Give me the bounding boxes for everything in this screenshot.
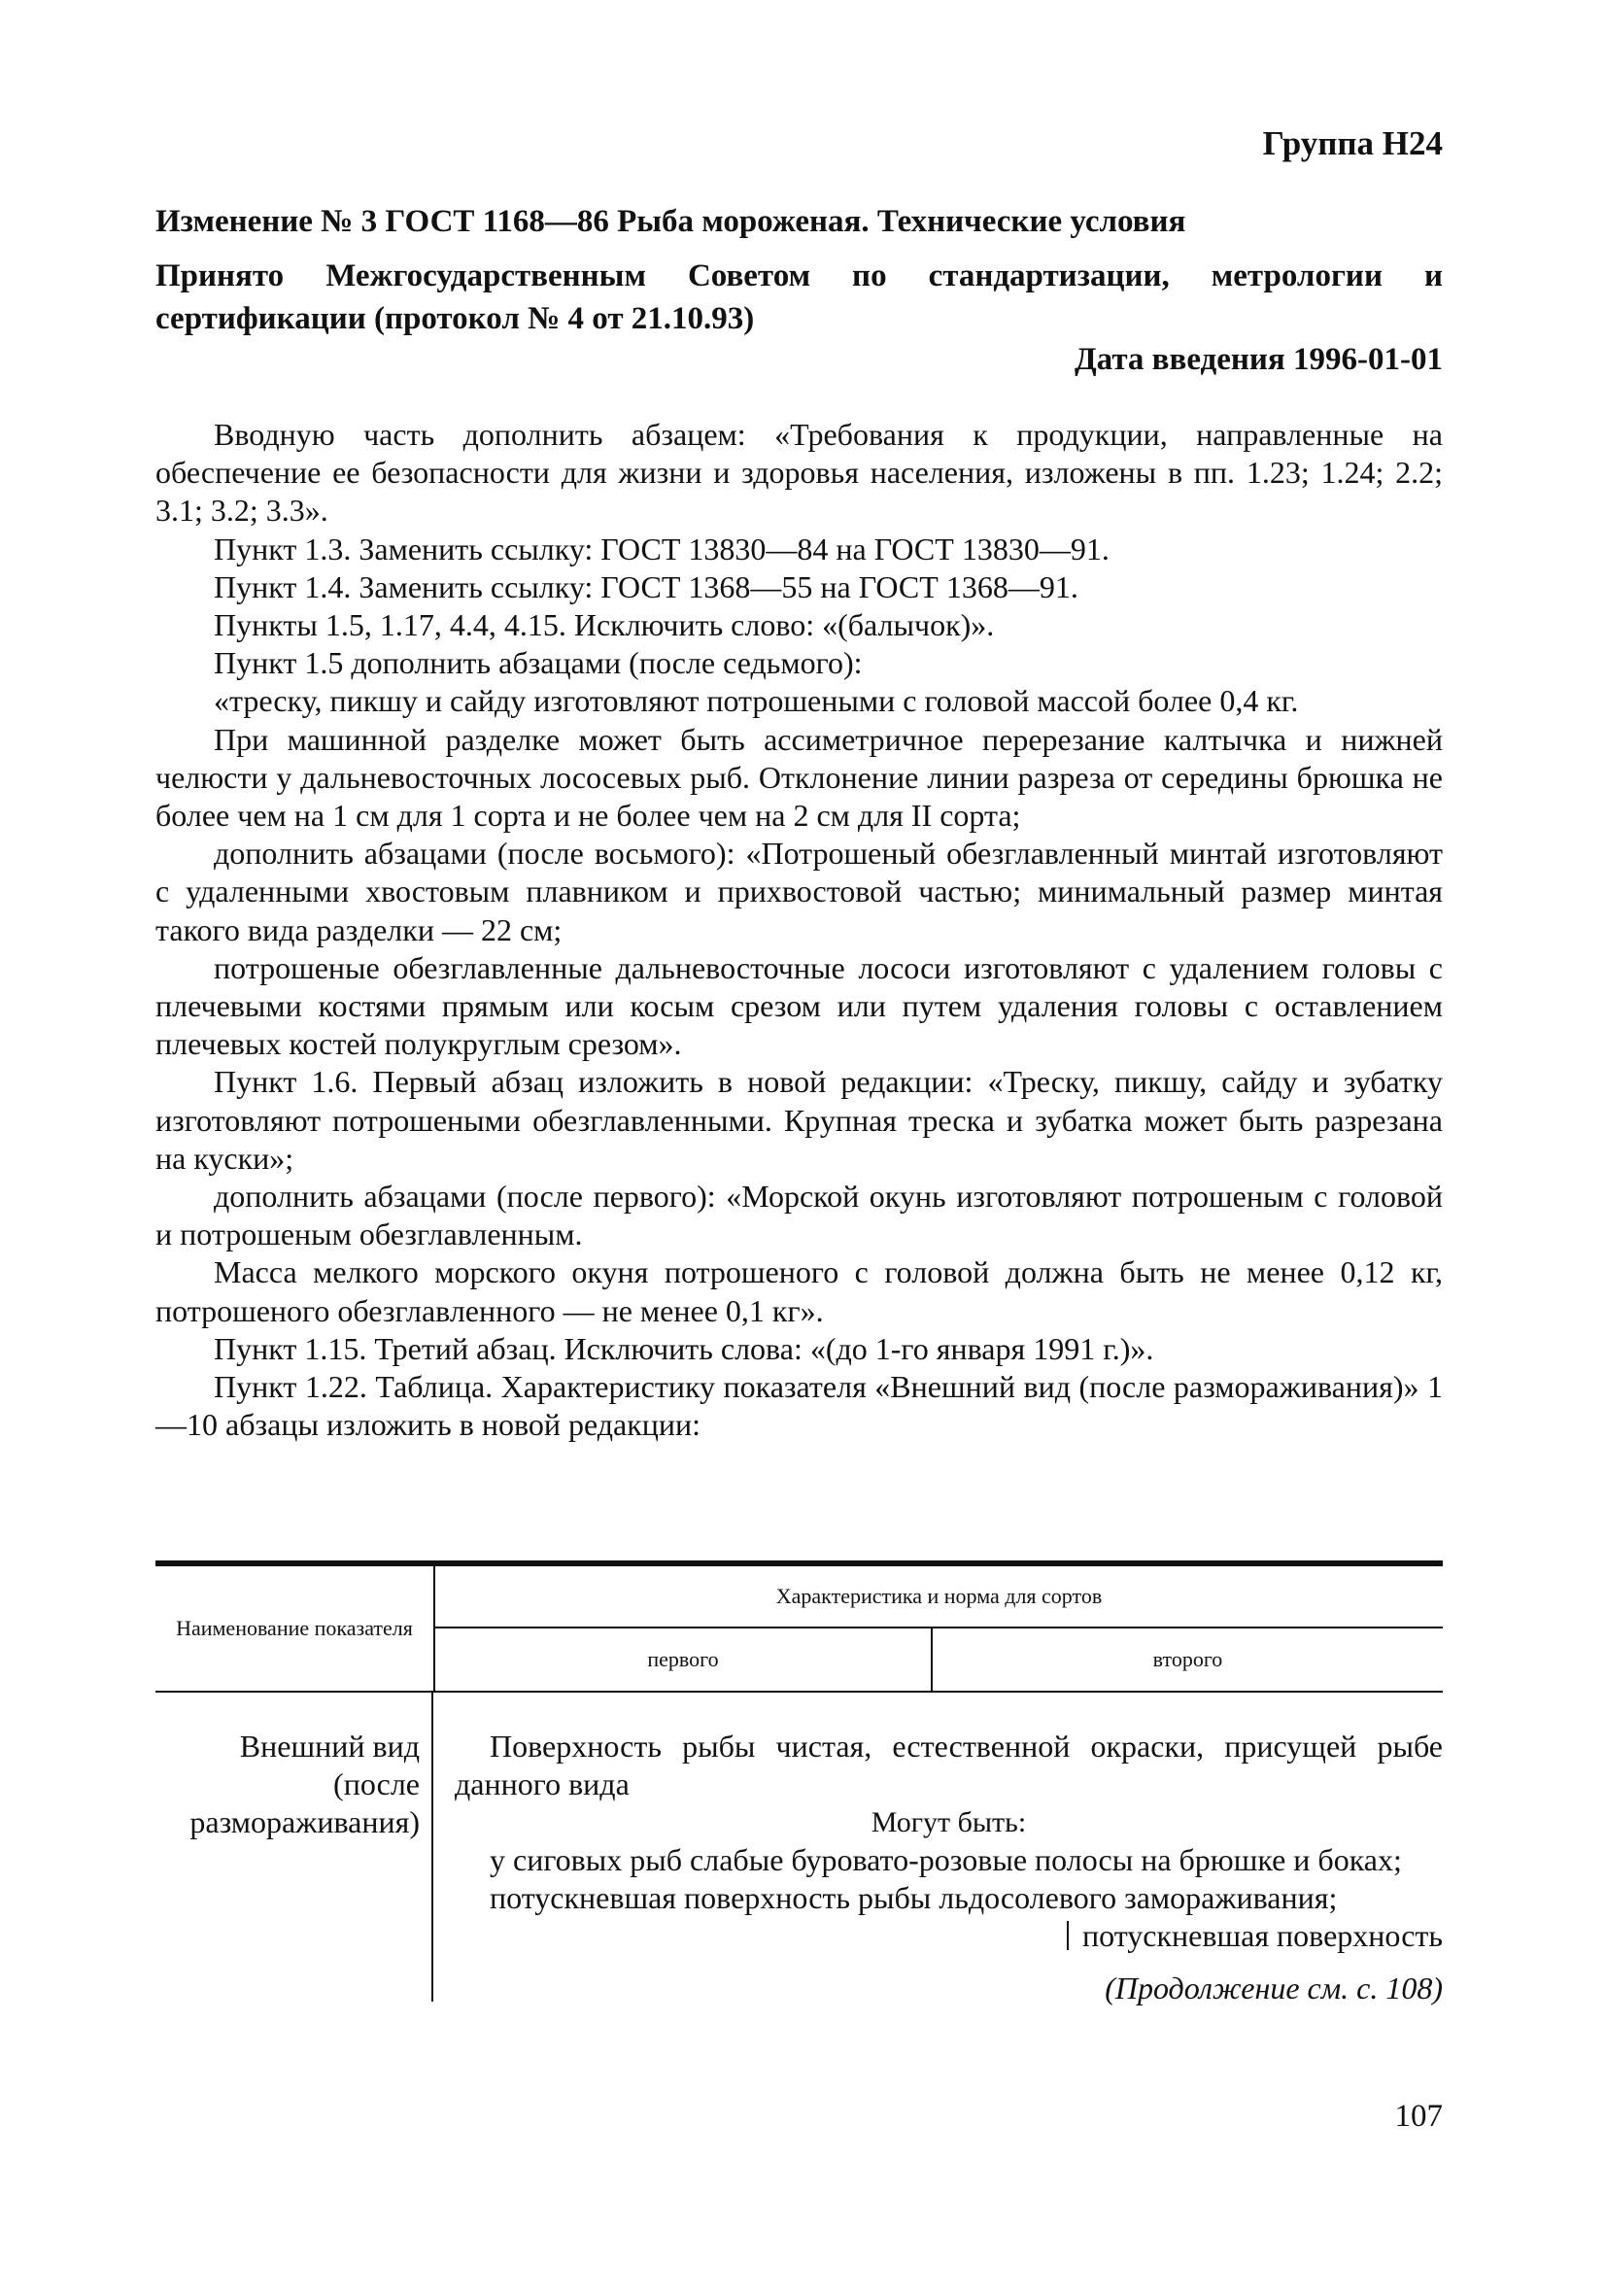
header-indicator-name: Наименование показателя xyxy=(155,1566,435,1691)
table-header xyxy=(155,1566,1443,1693)
paragraph: Пункт 1.22. Таблица. Характеристику показателя «Внешний вид (после размораживания)» 1—10 абзацы изложить в новой редакции: xyxy=(155,1369,1443,1443)
paragraph: При машинной разделке может быть ассиметричное перерезание калтычка и нижней челюсти у дальневосточных лососевых рыб. Отклонение линии разреза от середины брюшка не более чем на 1 см для 1 сорта и не более чем на 2 см для II сорта; xyxy=(155,721,1443,834)
column-split-mark xyxy=(1067,1921,1069,1950)
characteristic-line: потускневшая поверхность xyxy=(1082,1918,1443,1953)
continuation-note: (Продолжение см. с. 108) xyxy=(1105,1970,1443,2005)
change-title: Изменение № 3 ГОСТ 1168—86 Рыба мороженая. Технические условия xyxy=(155,204,1186,239)
paragraph: Вводную часть дополнить абзацем: «Требования к продукции, направленные на обеспечение ее безопасности для жизни и здоровья населения, изложены в пп. 1.23; 1.24; 2.2; 3.1; 3.2; 3.3». xyxy=(155,417,1443,529)
characteristic-line-split xyxy=(455,1917,1443,1955)
adopted-statement: Принято Межгосударственным Советом по стандартизации, метрологии и сертификации (протокол № 4 от 21.10.93) xyxy=(155,258,1443,336)
characteristic-line: потускневшая поверхность рыбы льдосолевого замораживания; xyxy=(490,1880,1338,1915)
paragraph: дополнить абзацами (после восьмого): «Потрошеный обезглавленный минтай изготовляют с удаленными хвостовым плавником и прихвостовой частью; минимальный размер минтая такого вида разделки — 22 см; xyxy=(155,836,1443,947)
paragraph: «треску, пикшу и сайду изготовляют потрошеными с головой массой более 0,4 кг. xyxy=(214,683,1299,719)
characteristic-line: Могут быть: xyxy=(871,1806,1027,1838)
paragraph: Пункт 1.3. Заменить ссылку: ГОСТ 13830—84 на ГОСТ 13830—91. xyxy=(214,531,1110,566)
group-label: Группа Н24 xyxy=(1262,124,1443,162)
header-grade-second: второго xyxy=(1152,1647,1223,1671)
characteristic-line: у сиговых рыб слабые буровато-розовые полосы на брюшке и боках; xyxy=(490,1842,1402,1877)
row-indicator-name: Внешний вид (после размораживания) xyxy=(155,1693,433,2002)
paragraph: Пункт 1.6. Первый абзац изложить в новой редакции: «Треску, пикшу, сайду и зубатку изготовляют потрошеными обезглавленными. Крупная треска и зубатка может быть разрезана на куски»; xyxy=(155,1064,1443,1176)
row-characteristic xyxy=(455,1693,1443,1955)
page-number: 107 xyxy=(1394,2099,1443,2134)
paragraph: Пункт 1.5 дополнить абзацами (после седьмого): xyxy=(214,645,863,681)
paragraph: Масса мелкого морского окуня потрошеного с головой должна быть не менее 0,12 кг, потрошеного обезглавленного — не менее 0,1 кг». xyxy=(155,1254,1443,1328)
spec-table xyxy=(155,1560,1443,2002)
header-characteristic: Характеристика и норма для сортов xyxy=(435,1566,1443,1628)
body-text xyxy=(155,416,1443,1444)
paragraph: Пункт 1.4. Заменить ссылку: ГОСТ 1368—55 на ГОСТ 1368—91. xyxy=(214,568,1078,604)
introduction-date: Дата введения 1996-01-01 xyxy=(1074,342,1443,377)
characteristic-line: Поверхность рыбы чистая, естественной окраски, присущей рыбе данного вида xyxy=(455,1729,1443,1801)
paragraph: дополнить абзацами (после первого): «Морской окунь изготовляют потрошеным с головой и потрошеным обезглавленным. xyxy=(155,1179,1443,1252)
paragraph: Пункты 1.5, 1.17, 4.4, 4.15. Исключить слово: «(балычок)». xyxy=(214,607,995,643)
paragraph: потрошеные обезглавленные дальневосточные лососи изготовляют с удалением головы с плечевыми костями прямым или косым срезом или путем удаления головы с оставлением плечевых костей полукруглым срезом». xyxy=(155,949,1443,1062)
table-row xyxy=(155,1693,1443,2002)
header-grade-first: первого xyxy=(435,1628,933,1691)
paragraph: Пункт 1.15. Третий абзац. Исключить слова: «(до 1-го января 1991 г.)». xyxy=(214,1330,1154,1366)
